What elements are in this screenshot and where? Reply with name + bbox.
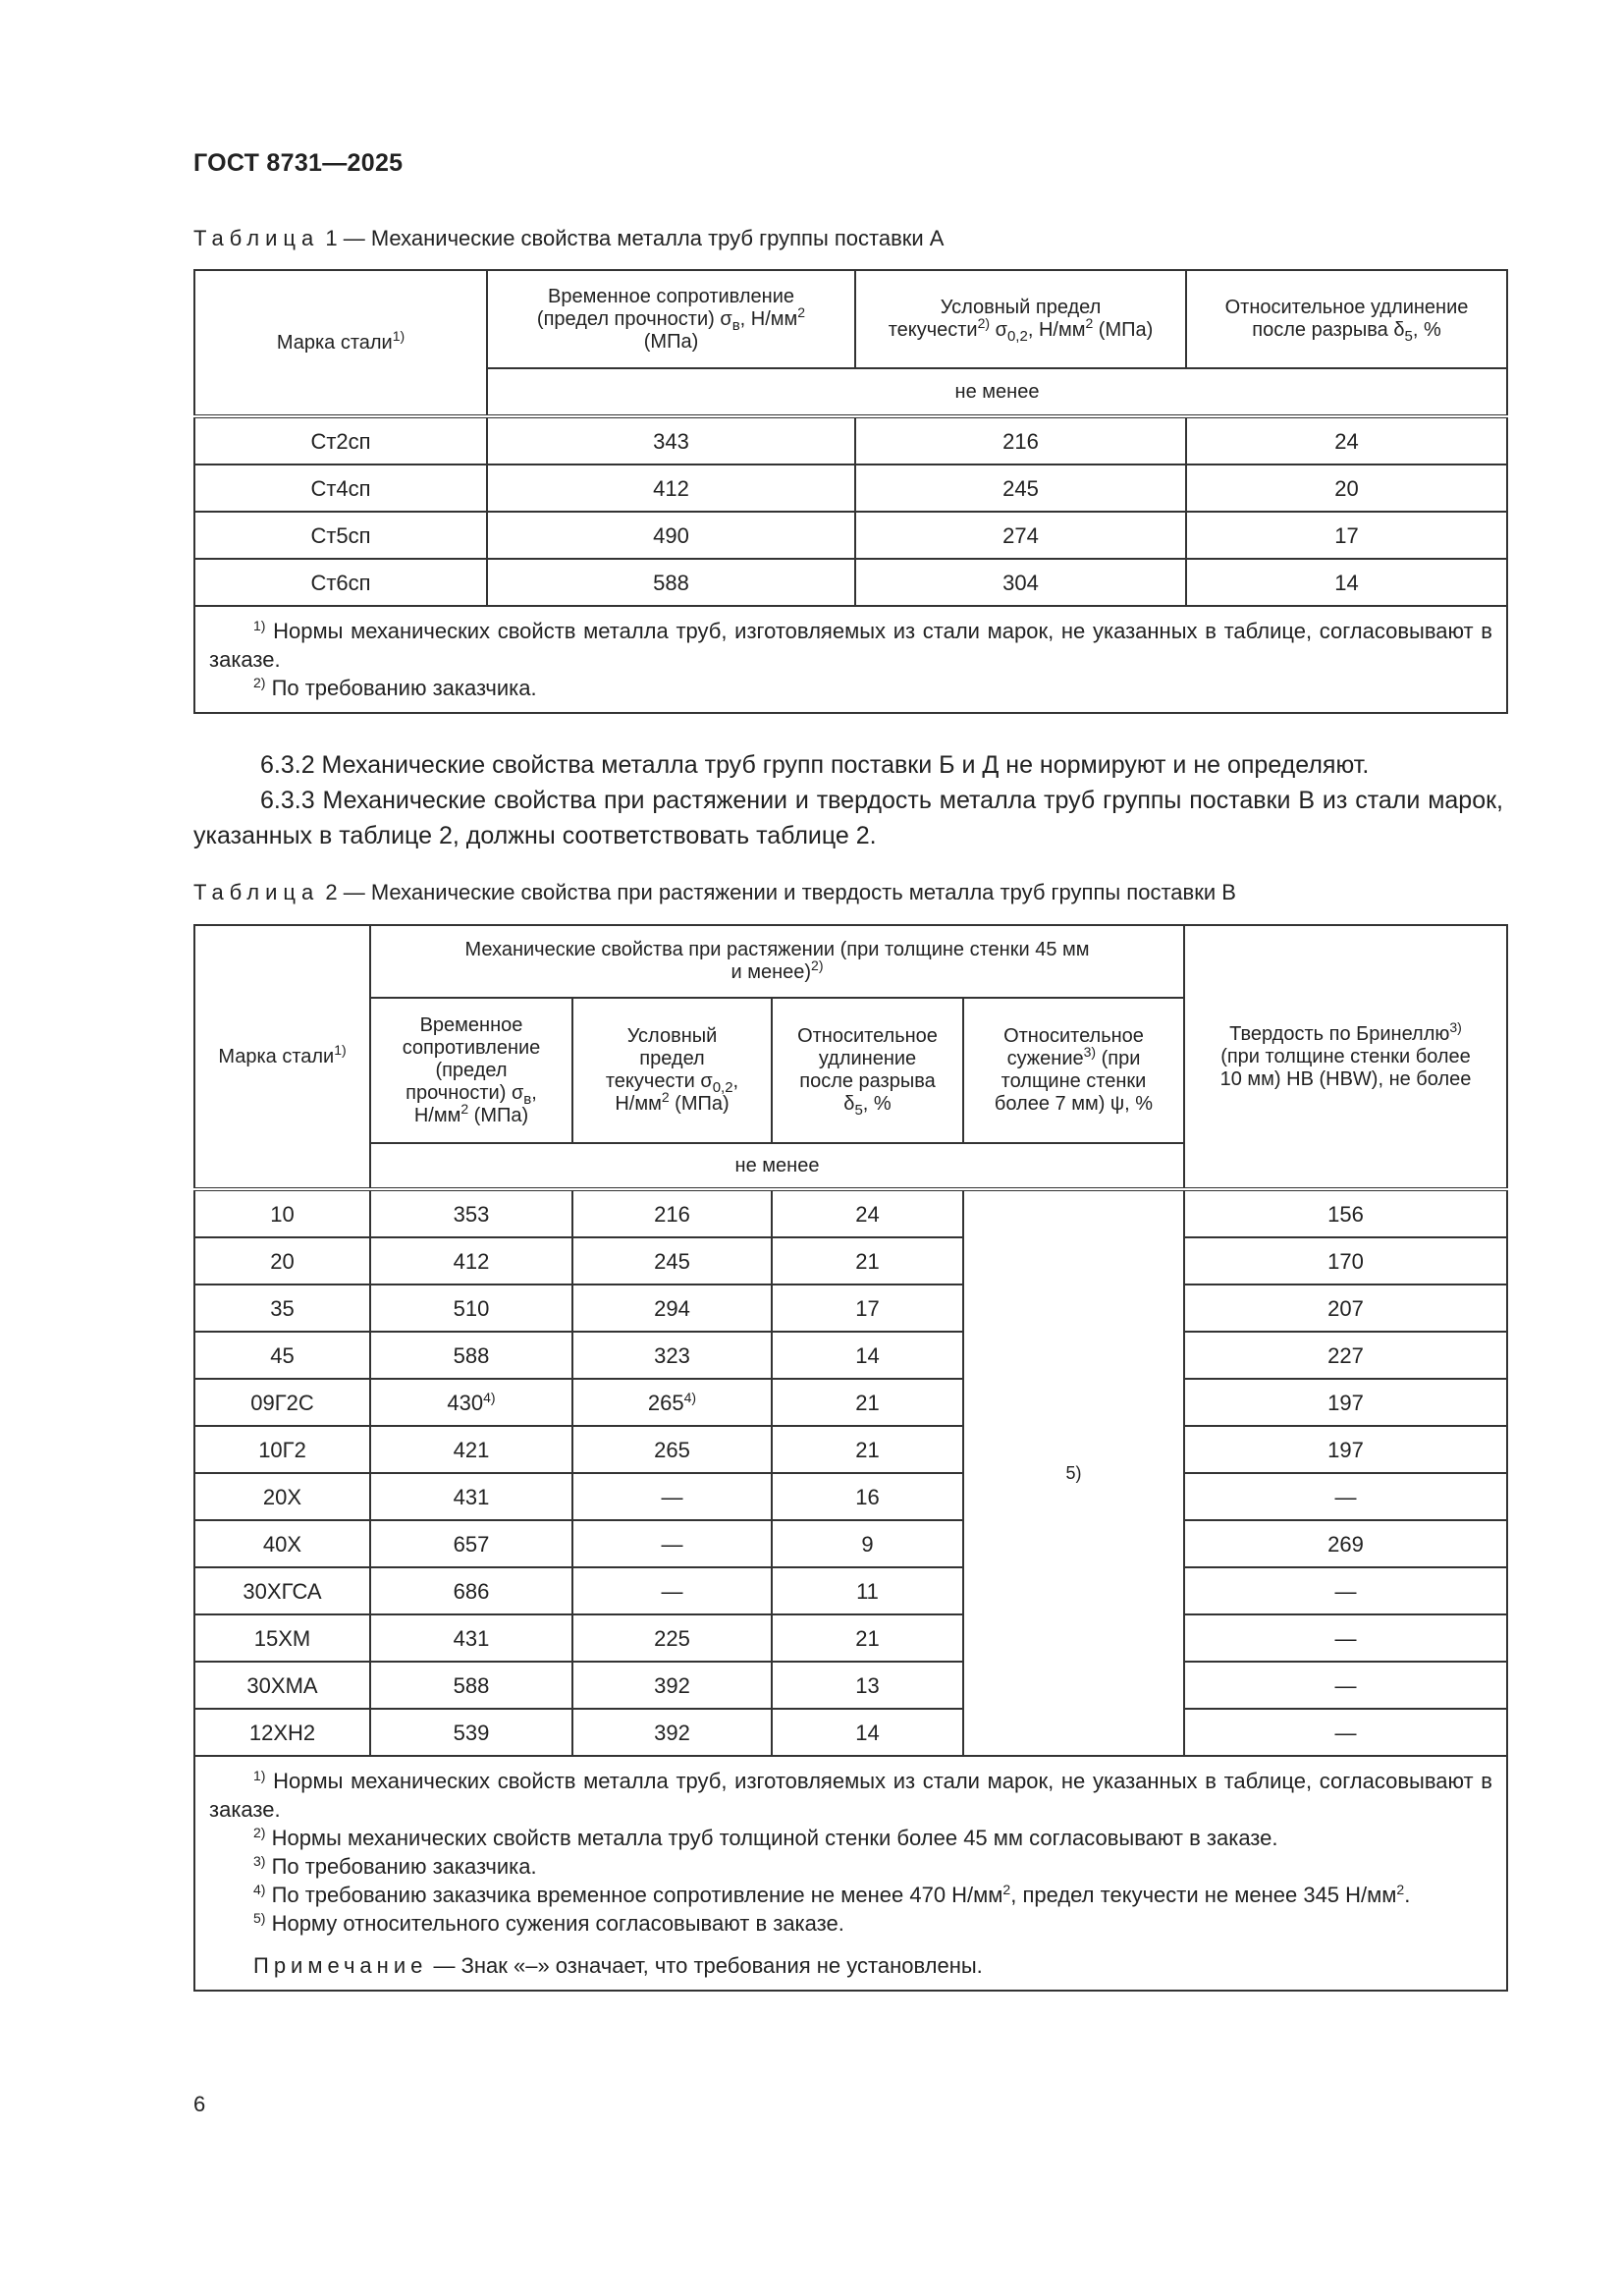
table1: [193, 269, 1508, 714]
table1-footnote-2: $^{2)}$ По требованию заказчика.: [253, 675, 537, 700]
table2-cell-steel: 30ХГСА: [194, 1567, 370, 1614]
table1-not-less: не менее: [487, 368, 1507, 416]
table-row: [194, 1567, 1507, 1614]
table1-cell-elongation: 20: [1186, 465, 1507, 512]
table2-cell-hardness: —: [1184, 1662, 1507, 1709]
table1-cell-yield: 245: [855, 465, 1186, 512]
table2-cell-steel: 20Х: [194, 1473, 370, 1520]
table2-cell-tensile: 588: [370, 1332, 572, 1379]
table2-cell-yield: —: [572, 1473, 772, 1520]
table-row: [194, 1189, 1507, 1237]
table2-cell-elongation: 16: [772, 1473, 963, 1520]
table-row: [194, 1332, 1507, 1379]
table2-cell-yield: 265: [572, 1426, 772, 1473]
table1-footnotes: [194, 606, 1507, 713]
table2-header-tensile: Временное сопротивление (предел прочности) $\sigma_в$, $Н/мм^2$ (МПа): [370, 998, 572, 1143]
table-row: [194, 465, 1507, 512]
table2-cell-hardness: —: [1184, 1567, 1507, 1614]
table2-cell-steel: 20: [194, 1237, 370, 1285]
table2-caption-text: 2 — Механические свойства при растяжении и твердость металла труб группы поставки В: [319, 880, 1236, 904]
table2-cell-yield: 245: [572, 1237, 772, 1285]
table2-cell-hardness: —: [1184, 1614, 1507, 1662]
table2-note: Примечание — Знак «–» означает, что требования не установлены.: [253, 1953, 983, 1978]
table2-cell-yield: 225: [572, 1614, 772, 1662]
table2-cell-steel: 09Г2С: [194, 1379, 370, 1426]
table2-footnote-4: $^{4)}$ По требованию заказчика временное сопротивление не менее 470 $Н/мм^2$, предел текучести не менее 345 $Н/мм^2$.: [253, 1882, 1411, 1907]
table1-cell-elongation: 14: [1186, 559, 1507, 606]
table1-caption-text: 1 — Механические свойства металла труб группы поставки А: [319, 226, 945, 250]
table2-cell-tensile: 430$^{4)}$: [370, 1379, 572, 1426]
table2-header-hardness: Твердость по Бринеллю$^{3)}$ (при толщине стенки более 10 мм) НВ (HBW), не более: [1184, 925, 1507, 1189]
table2-cell-elongation: 21: [772, 1426, 963, 1473]
paragraph-6-3-2: 6.3.2 Механические свойства металла труб групп поставки Б и Д не нормируют и не определяют.: [260, 751, 1370, 779]
table2-cell-tensile: 412: [370, 1237, 572, 1285]
table2-footnote-2: $^{2)}$ Нормы механических свойств металла труб толщиной стенки более 45 мм согласовывают в заказе.: [253, 1825, 1278, 1850]
table2-cell-elongation: 24: [772, 1189, 963, 1237]
table2-cell-hardness: 156: [1184, 1189, 1507, 1237]
table2-cell-contraction-merged: 5): [963, 1189, 1184, 1756]
table2-cell-elongation: 11: [772, 1567, 963, 1614]
table2-cell-hardness: —: [1184, 1473, 1507, 1520]
paragraph-6-3-3: 6.3.3 Механические свойства при растяжении и твердость металла труб группы поставки В из стали марок, указанных в таблице 2, должны соответствовать таблице 2.: [193, 787, 1503, 849]
table1-cell-tensile: 588: [487, 559, 855, 606]
table2-cell-steel: 10Г2: [194, 1426, 370, 1473]
table1-cell-yield: 274: [855, 512, 1186, 559]
table2-cell-tensile: 421: [370, 1426, 572, 1473]
table2-cell-steel: 45: [194, 1332, 370, 1379]
table2-cell-yield: —: [572, 1567, 772, 1614]
table2-cell-hardness: 269: [1184, 1520, 1507, 1567]
table1-header-steel: Марка стали$^{1)}$: [194, 270, 487, 416]
table2-cell-hardness: —: [1184, 1709, 1507, 1756]
table-row: [194, 1709, 1507, 1756]
table2-not-less: не менее: [370, 1143, 1184, 1189]
table2-cell-elongation: 21: [772, 1614, 963, 1662]
table1-cell-yield: 304: [855, 559, 1186, 606]
table-row: [194, 1614, 1507, 1662]
table2-cell-elongation: 21: [772, 1237, 963, 1285]
table2-cell-steel: 30ХМА: [194, 1662, 370, 1709]
table2-cell-hardness: 207: [1184, 1285, 1507, 1332]
table2-cell-tensile: 686: [370, 1567, 572, 1614]
table2-header-elongation: Относительное удлинение после разрыва $\delta_5$, %: [772, 998, 963, 1143]
table2-cell-yield: —: [572, 1520, 772, 1567]
table1-cell-yield: 216: [855, 416, 1186, 465]
table2: [193, 924, 1508, 1992]
table2-cell-elongation: 17: [772, 1285, 963, 1332]
table2-caption: [193, 880, 1236, 905]
table2-caption-label: Таблица: [193, 880, 320, 904]
table-row: [194, 416, 1507, 465]
table2-header-steel: Марка стали$^{1)}$: [194, 925, 370, 1189]
table2-cell-yield: 294: [572, 1285, 772, 1332]
table-row: [194, 1662, 1507, 1709]
table1-cell-steel: Ст2сп: [194, 416, 487, 465]
table2-cell-tensile: 353: [370, 1189, 572, 1237]
table-row: [194, 1520, 1507, 1567]
table1-cell-tensile: 343: [487, 416, 855, 465]
table1-cell-steel: Ст6сп: [194, 559, 487, 606]
table2-cell-elongation: 14: [772, 1332, 963, 1379]
table2-cell-tensile: 431: [370, 1473, 572, 1520]
table2-cell-elongation: 13: [772, 1662, 963, 1709]
table1-cell-elongation: 24: [1186, 416, 1507, 465]
table2-cell-elongation: 21: [772, 1379, 963, 1426]
table-row: [194, 1379, 1507, 1426]
table-row: [194, 1285, 1507, 1332]
table1-caption: [193, 226, 944, 251]
table2-header-yield: Условный предел текучести $\sigma_{0,2}$, $Н/мм^2$ (МПа): [572, 998, 772, 1143]
table2-cell-tensile: 588: [370, 1662, 572, 1709]
table2-footnote-5: $^{5)}$ Норму относительного сужения согласовывают в заказе.: [253, 1910, 844, 1936]
table2-cell-tensile: 510: [370, 1285, 572, 1332]
table1-caption-label: Таблица: [193, 226, 320, 250]
table2-cell-yield: 323: [572, 1332, 772, 1379]
table2-footnotes: [194, 1756, 1507, 1991]
table1-cell-tensile: 412: [487, 465, 855, 512]
table2-cell-elongation: 9: [772, 1520, 963, 1567]
table1-header-yield: Условный предел текучести$^{2)}$ $\sigma_{0,2}$, $Н/мм^2$ (МПа): [855, 270, 1186, 368]
table2-cell-tensile: 657: [370, 1520, 572, 1567]
table1-cell-tensile: 490: [487, 512, 855, 559]
table2-cell-elongation: 14: [772, 1709, 963, 1756]
document-header: ГОСТ 8731—2025: [193, 149, 404, 177]
table2-cell-hardness: 197: [1184, 1379, 1507, 1426]
table1-header-tensile: Временное сопротивление (предел прочности) $\sigma_в$, $Н/мм^2$ (МПа): [487, 270, 855, 368]
table2-cell-tensile: 539: [370, 1709, 572, 1756]
page-number: 6: [193, 2092, 206, 2116]
table2-footnote-3: $^{3)}$ По требованию заказчика.: [253, 1853, 537, 1879]
table1-cell-elongation: 17: [1186, 512, 1507, 559]
table1-footnote-1: $^{1)}$ Нормы механических свойств металла труб, изготовляемых из стали марок, не указанных в таблице, согласовывают в заказе.: [209, 618, 1492, 672]
table1-header-elongation: Относительное удлинение после разрыва $\delta_5$, %: [1186, 270, 1507, 368]
table-row: [194, 1237, 1507, 1285]
table2-cell-steel: 12ХН2: [194, 1709, 370, 1756]
table2-cell-hardness: 170: [1184, 1237, 1507, 1285]
table2-header-contraction: Относительное сужение$^{3)}$ (при толщине стенки более 7 мм) ψ, %: [963, 998, 1184, 1143]
table1-cell-steel: Ст5сп: [194, 512, 487, 559]
table2-cell-hardness: 227: [1184, 1332, 1507, 1379]
table2-footnote-1: $^{1)}$ Нормы механических свойств металла труб, изготовляемых из стали марок, не указанных в таблице, согласовывают в заказе.: [209, 1768, 1492, 1822]
table2-header-group-tension: Механические свойства при растяжении (при толщине стенки 45 мм и менее)$^{2)}$: [370, 925, 1184, 998]
table2-cell-yield: 265$^{4)}$: [572, 1379, 772, 1426]
table2-cell-tensile: 431: [370, 1614, 572, 1662]
table2-cell-yield: 392: [572, 1709, 772, 1756]
table-row: [194, 1426, 1507, 1473]
table-row: [194, 1473, 1507, 1520]
table2-cell-yield: 216: [572, 1189, 772, 1237]
table1-cell-steel: Ст4сп: [194, 465, 487, 512]
table2-cell-steel: 35: [194, 1285, 370, 1332]
table2-cell-steel: 15ХМ: [194, 1614, 370, 1662]
table2-cell-yield: 392: [572, 1662, 772, 1709]
table-row: [194, 512, 1507, 559]
table-row: [194, 559, 1507, 606]
table2-cell-steel: 10: [194, 1189, 370, 1237]
table2-cell-steel: 40Х: [194, 1520, 370, 1567]
table2-cell-hardness: 197: [1184, 1426, 1507, 1473]
